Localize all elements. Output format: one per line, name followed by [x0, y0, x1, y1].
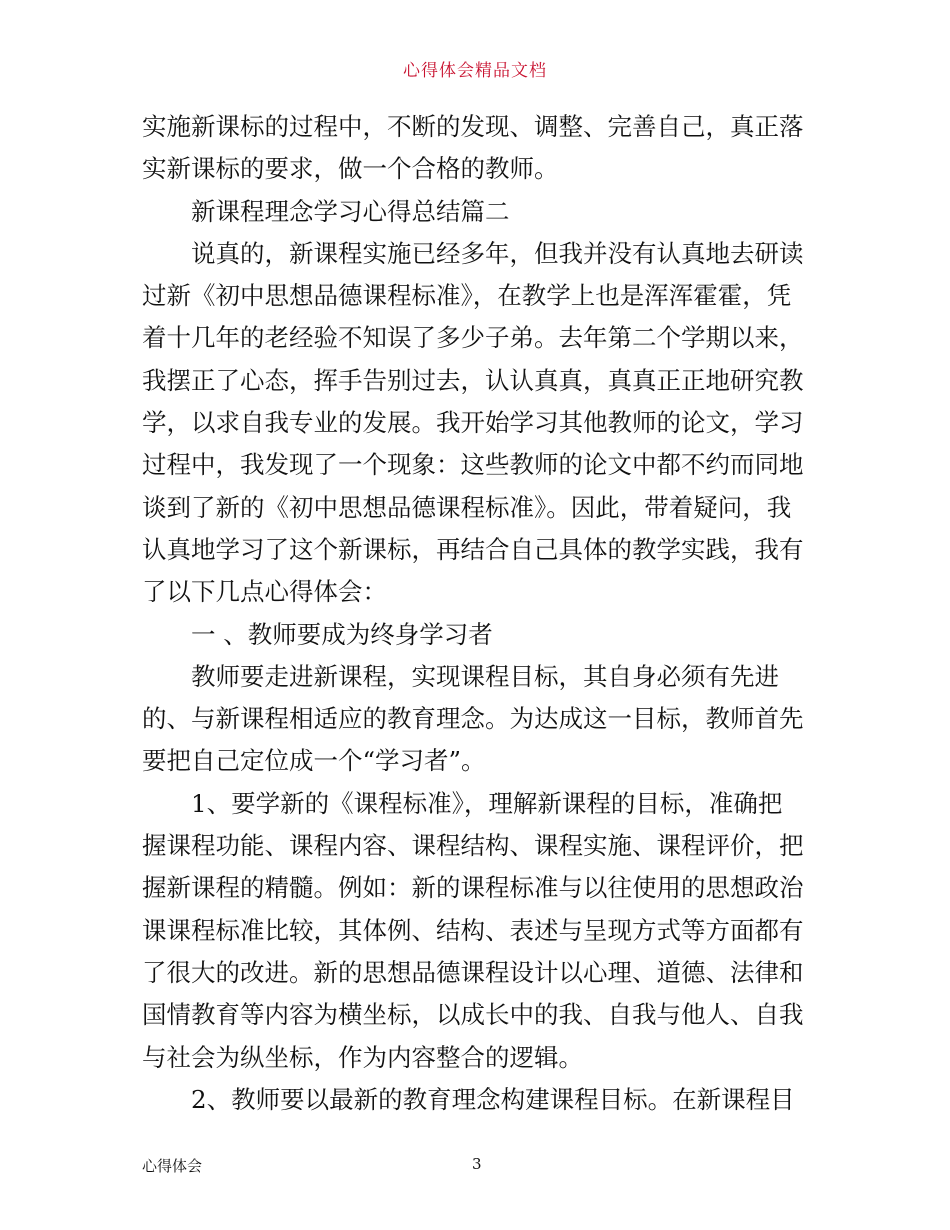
document-header-title: 心得体会精品文档	[403, 61, 547, 81]
body-line: 谈到了新的《初中思想品德课程标准》。因此，带着疑问，我	[142, 492, 792, 522]
body-line: 过程中，我发现了一个现象：这些教师的论文中都不约而同地	[142, 450, 804, 480]
body-line: 了很大的改进。新的思想品德课程设计以心理、道德、法律和	[142, 957, 804, 987]
document-body	[142, 106, 812, 1121]
body-line: 实施新课标的过程中，不断的发现、调整、完善自己，真正落	[142, 112, 804, 141]
body-line: 学，以求自我专业的发展。我开始学习其他教师的论文，学习	[142, 408, 804, 438]
body-line: 与社会为纵坐标，作为内容整合的逻辑。	[142, 1042, 583, 1072]
page-number: 3	[472, 1155, 482, 1173]
body-line: 我摆正了心态，挥手告别过去，认认真真，真真正正地研究教	[142, 365, 804, 395]
body-line: 握新课程的精髓。例如：新的课程标准与以往使用的思想政治	[142, 873, 804, 903]
body-line: 要把自己定位成一个“学习者”。	[142, 746, 486, 776]
body-line: 2、教师要以最新的教育理念构建课程目标。在新课程目	[191, 1084, 795, 1114]
body-line: 实新课标的要求，做一个合格的教师。	[142, 154, 559, 184]
body-line: 认真地学习了这个新课标，再结合自己具体的教学实践，我有	[142, 534, 804, 564]
footer-label: 心得体会	[142, 1157, 203, 1175]
body-line: 说真的，新课程实施已经多年，但我并没有认真地去研读	[191, 238, 804, 268]
body-line: 国情教育等内容为横坐标，以成长中的我、自我与他人、自我	[142, 1000, 804, 1030]
subsection-heading: 一 、教师要成为终身学习者	[191, 619, 493, 649]
section-heading: 新课程理念学习心得总结篇二	[191, 196, 510, 226]
body-line: 着十几年的老经验不知误了多少子弟。去年第二个学期以来，	[142, 323, 804, 353]
body-line: 教师要走进新课程，实现课程目标，其自身必须有先进	[191, 661, 779, 691]
body-line: 课课程标准比较，其体例、结构、表述与呈现方式等方面都有	[142, 915, 804, 945]
body-line: 过新《初中思想品德课程标准》，在教学上也是浑浑霍霍，凭	[142, 281, 792, 311]
body-line: 握课程功能、课程内容、课程结构、课程实施、课程评价，把	[142, 831, 804, 861]
body-line: 的、与新课程相适应的教育理念。为达成这一目标，教师首先	[142, 704, 804, 734]
body-line: 了以下几点心得体会：	[142, 577, 387, 607]
body-line: 1、要学新的《课程标准》，理解新课程的目标，准确把	[191, 788, 783, 818]
